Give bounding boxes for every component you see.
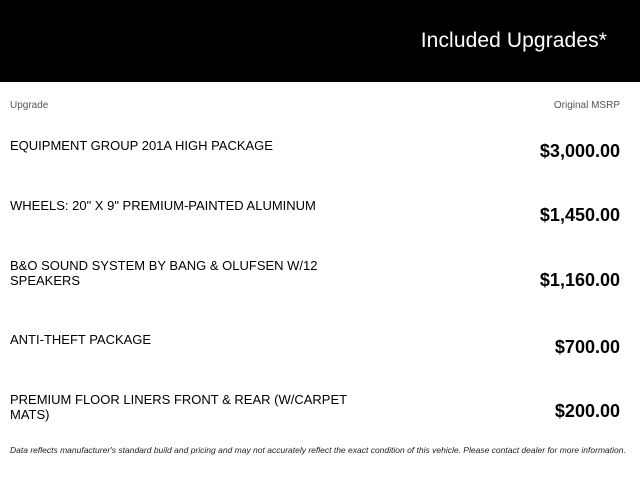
column-header-upgrade: Upgrade <box>10 100 49 111</box>
upgrade-name: ANTI-THEFT PACKAGE <box>10 332 152 347</box>
upgrade-name: EQUIPMENT GROUP 201A HIGH PACKAGE <box>10 138 273 153</box>
disclaimer-text: Data reflects manufacturer's standard build and pricing and may not accurately reflect the exact condition of this vehicle. Please contact dealer for more information. <box>10 445 626 455</box>
page-title: Included Upgrades* <box>420 29 607 52</box>
header-bar <box>0 0 640 82</box>
table-row <box>0 258 640 324</box>
upgrade-name: B&O SOUND SYSTEM BY BANG & OLUFSEN W/12 SPEAKERS <box>10 258 318 288</box>
column-header-msrp: Original MSRP <box>553 100 620 111</box>
table-row <box>0 138 640 204</box>
upgrade-price: $1,450.00 <box>539 205 620 225</box>
upgrade-name: WHEELS: 20" X 9" PREMIUM-PAINTED ALUMINUM <box>10 198 316 213</box>
upgrade-name: PREMIUM FLOOR LINERS FRONT & REAR (W/CARPET MATS) <box>10 392 347 422</box>
table-row <box>0 198 640 264</box>
upgrade-price: $700.00 <box>554 337 620 357</box>
upgrade-price: $3,000.00 <box>539 141 620 161</box>
upgrade-price: $200.00 <box>554 401 620 421</box>
table-row <box>0 332 640 398</box>
upgrade-price: $1,160.00 <box>539 270 620 290</box>
